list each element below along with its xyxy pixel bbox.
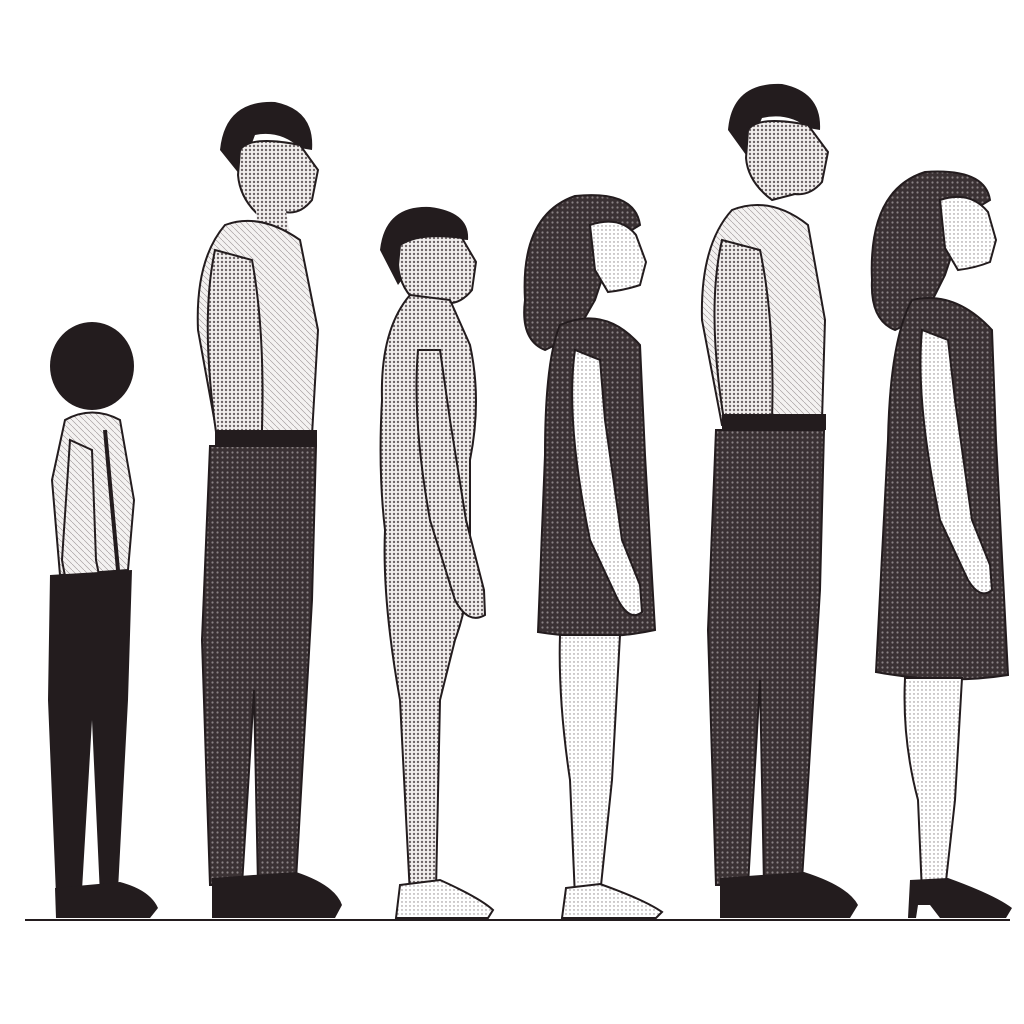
man-2-foot [396,880,493,918]
child-head [50,322,134,410]
woman-1-foot [562,884,662,918]
man-3-trousers [708,430,824,885]
man-3-shoe [720,872,858,918]
woman-2-legs [905,678,962,893]
figure-child [48,322,158,918]
man-1-shoe [212,872,342,918]
figure-woman-2 [872,172,1012,918]
woman-1-legs [560,635,620,898]
figure-man-2 [380,207,493,918]
child-shoe [55,882,158,918]
man-3-belt [722,414,826,430]
man-1-belt [215,430,317,446]
figure-man-3 [702,84,858,918]
woman-2-shoe [908,878,1012,918]
figure-woman-1 [524,195,662,918]
figure-man-1 [198,102,342,918]
man-3-face [746,121,828,200]
child-trousers [48,570,132,895]
man-1-trousers [202,446,316,885]
